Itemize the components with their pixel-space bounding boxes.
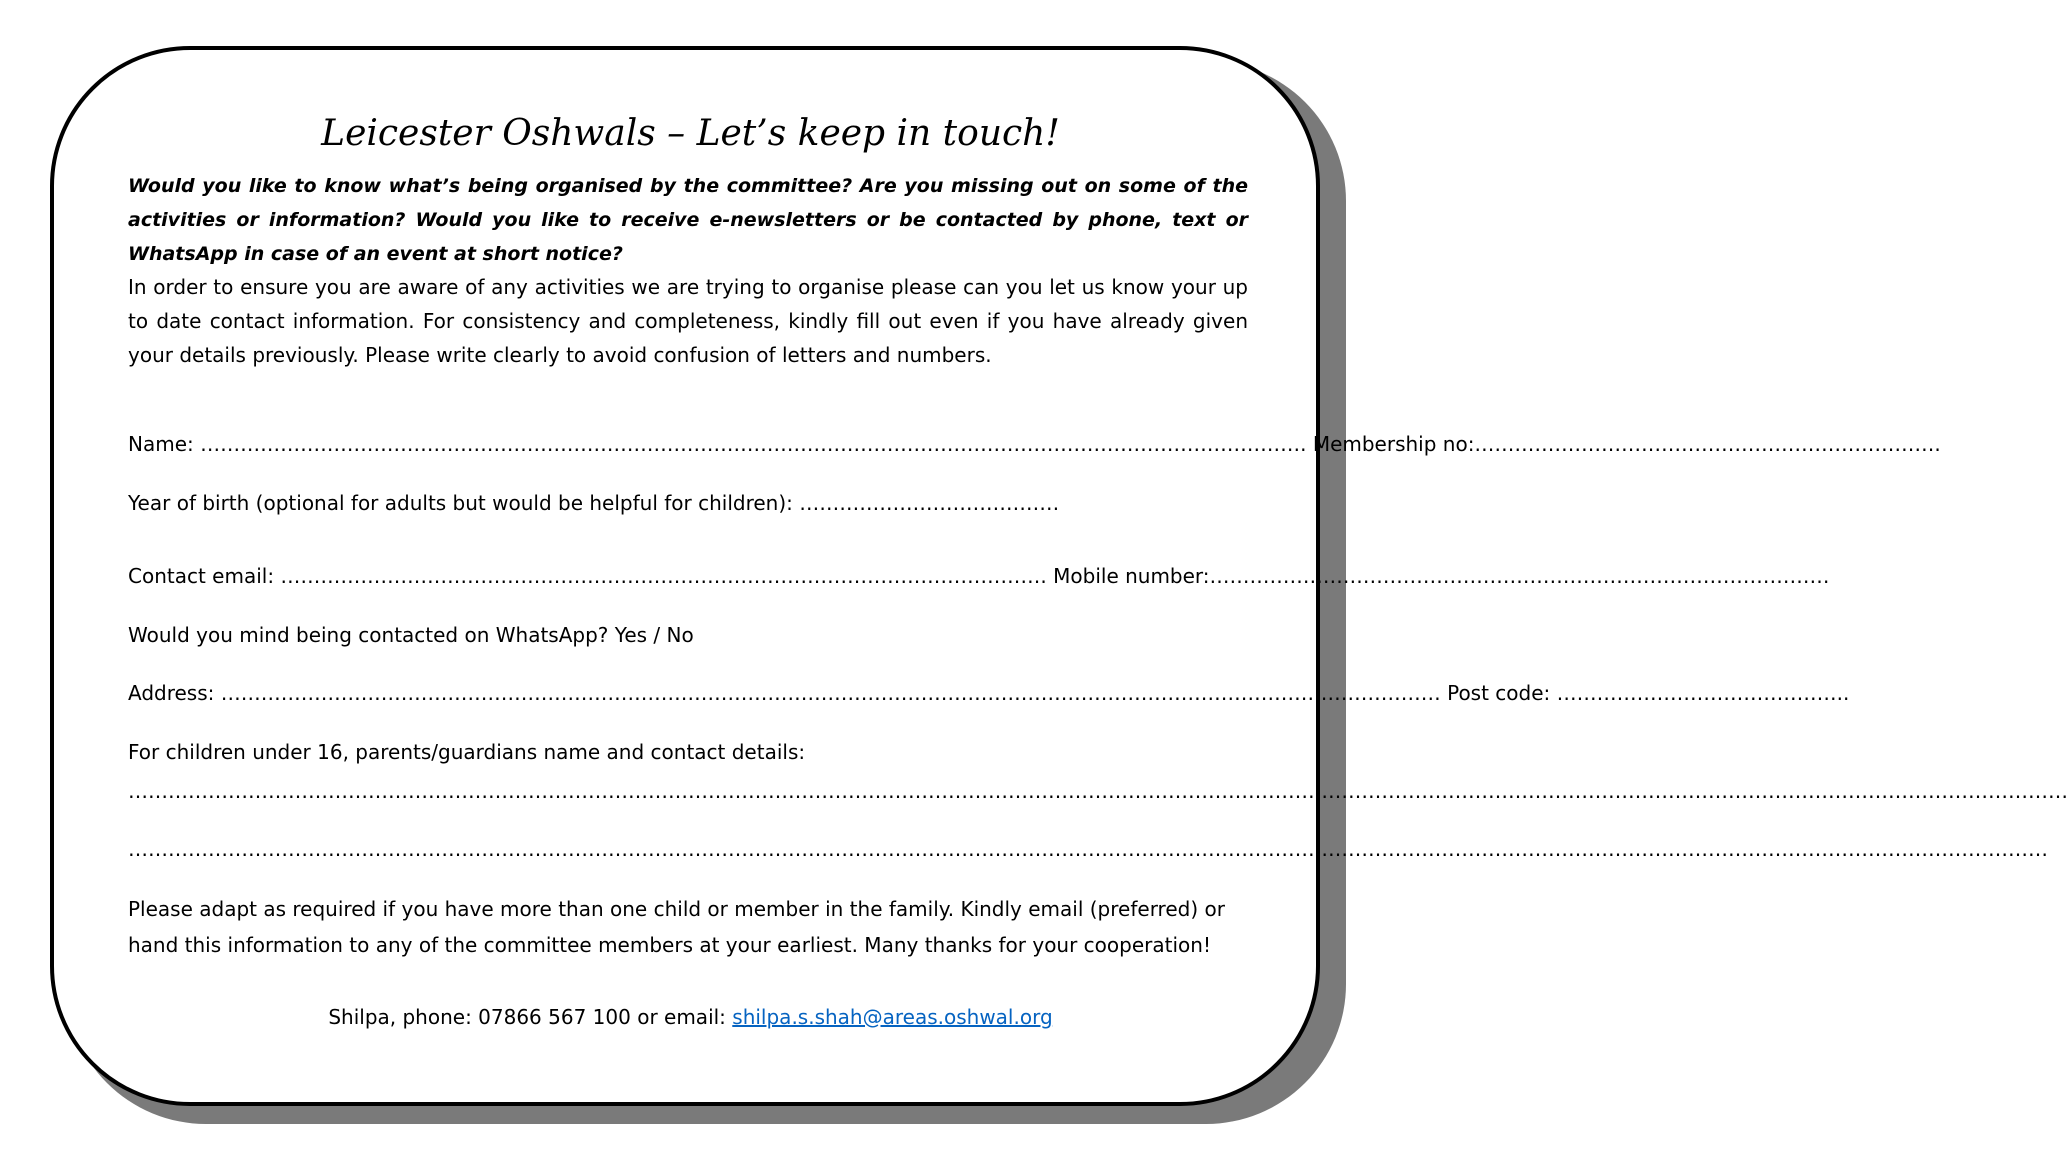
children-contact-line-2[interactable]: ……………………………………………………………………………………………………………………………………………………………………………………………………………………………………………………………… [128, 837, 2048, 861]
name-membership-field[interactable]: Name: …………………………………………………………………………………………………………………………………………………. Membership no:……………………………………………………………. [128, 432, 1941, 456]
children-contact-label: For children under 16, parents/guardians name and contact details: [128, 740, 806, 764]
email-mobile-field[interactable]: Contact email: ……………………………………………………………………………………………………. Mobile number:………………………………………………………………………………… [128, 564, 1830, 588]
intro-questions: Would you like to know what’s being organised by the committee? Are you missing out on some of the activities or information? Would you like to receive e-newsletters or be contacted by phone, text or WhatsApp in case of an event at short notice? [128, 175, 1248, 265]
year-of-birth-field[interactable]: Year of birth (optional for adults but would be helpful for children): ………………………………… [128, 491, 1060, 515]
closing-paragraph: Please adapt as required if you have more than one child or member in the family. Kindly email (preferred) or hand this information to any of the committee members at your earliest. Many thanks for your cooperation! [128, 897, 1225, 957]
email-link[interactable]: shilpa.s.shah@areas.oshwal.org [732, 1005, 1053, 1029]
instructions-paragraph: In order to ensure you are aware of any activities we are trying to organise please can you let us know your up to date contact information. For consistency and completeness, kindly fill out even if you have already given your details previously. Please write clearly to avoid confusion of letters and numbers. [128, 275, 1248, 367]
page-title: Leicester Oshwals – Let’s keep in touch! [321, 113, 1060, 154]
contact-line [0, 1000, 1381, 1034]
contact-prefix: Shilpa, phone: 07866 567 100 or email: [328, 1005, 733, 1029]
whatsapp-preference-field[interactable]: Would you mind being contacted on WhatsApp? Yes / No [128, 623, 694, 647]
children-contact-line-1[interactable]: ………………………………………………………………………………………………………………………………………………………………………………………………………………………………………………………………… [128, 779, 2068, 803]
address-postcode-field[interactable]: Address: ………………………………………………………………………………………………………………………………………………………………… Post code: …………………………………….. [128, 681, 1850, 705]
